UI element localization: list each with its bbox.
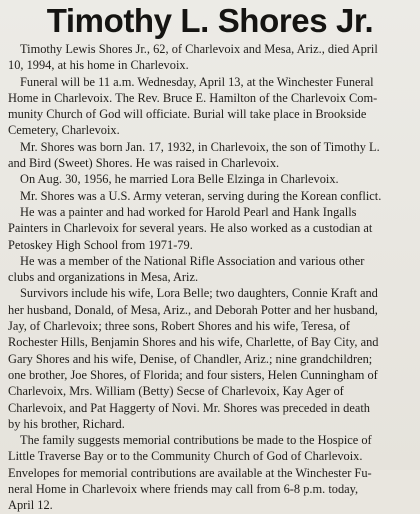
text-line: Gary Shores and his wife, Denise, of Chandler, Ariz.; nine grandchildren; <box>8 351 373 366</box>
obituary-paragraph <box>8 188 412 204</box>
text-line: Little Traverse Bay or to the Community Church of God of Charlevoix. <box>8 449 363 464</box>
obituary-paragraph <box>8 253 412 286</box>
text-line: He was a painter and had worked for Harold Pearl and Hank Ingalls <box>20 204 357 219</box>
text-line: Painters in Charlevoix for several years. He also worked as a custodian at <box>8 221 373 236</box>
text-line: Mr. Shores was born Jan. 17, 1932, in Charlevoix, the son of Timothy L. <box>20 139 380 154</box>
obituary-paragraph <box>8 171 412 187</box>
text-line: Charlevoix, Mrs. William (Betty) Secse of Charlevoix, Kay Ager of <box>8 384 344 399</box>
text-line: one brother, Joe Shores, of Florida; and four sisters, Helen Cunningham of <box>8 367 378 382</box>
text-line: 10, 1994, at his home in Charlevoix. <box>8 58 189 73</box>
text-line: neral Home in Charlevoix where friends may call from 6-8 p.m. today, <box>8 482 359 497</box>
text-line: Mr. Shores was a U.S. Army veteran, serving during the Korean conflict. <box>20 188 382 203</box>
text-line: her husband, Donald, of Mesa, Ariz., and Deborah Potter and her husband, <box>8 302 378 317</box>
obituary-paragraph <box>8 74 412 139</box>
obituary-paragraph <box>8 285 412 432</box>
obituary-paragraph <box>8 139 412 172</box>
text-line: Jay, of Charlevoix; three sons, Robert Shores and his wife, Teresa, of <box>8 319 350 334</box>
obituary-paragraph <box>8 41 412 74</box>
text-line: April 12. <box>8 498 53 513</box>
text-line: On Aug. 30, 1956, he married Lora Belle Elzinga in Charlevoix. <box>20 172 339 187</box>
obituary-headline: Timothy L. Shores Jr. <box>46 2 374 39</box>
obituary-paragraph <box>8 432 412 513</box>
text-line: Envelopes for memorial contributions are available at the Winchester Fu- <box>8 465 372 480</box>
text-line: Charlevoix, and Pat Haggerty of Novi. Mr. Shores was preceded in death <box>8 400 370 415</box>
text-line: Cemetery, Charlevoix. <box>8 123 120 138</box>
obituary-body <box>8 41 412 514</box>
text-line: Petoskey High School from 1971-79. <box>8 237 193 252</box>
text-line: by his brother, Richard. <box>8 416 125 431</box>
text-line: Survivors include his wife, Lora Belle; two daughters, Connie Kraft and <box>20 286 378 301</box>
text-line: clubs and organizations in Mesa, Ariz. <box>8 270 199 285</box>
obituary-paragraph <box>8 204 412 253</box>
text-line: and Bird (Sweet) Shores. He was raised in Charlevoix. <box>8 156 280 171</box>
text-line: He was a member of the National Rifle Association and various other <box>20 253 365 268</box>
text-line: munity Church of God will officiate. Burial will take place in Brookside <box>8 107 367 122</box>
text-line: Home in Charlevoix. The Rev. Bruce E. Hamilton of the Charlevoix Com- <box>8 90 378 105</box>
text-line: Timothy Lewis Shores Jr., 62, of Charlevoix and Mesa, Ariz., died April <box>20 42 378 56</box>
text-line: Funeral will be 11 a.m. Wednesday, April 13, at the Winchester Funeral <box>20 74 374 89</box>
text-line: Rochester Hills, Benjamin Shores and his wife, Charlette, of Bay City, and <box>8 335 379 350</box>
text-line: The family suggests memorial contributions be made to the Hospice of <box>20 433 372 448</box>
